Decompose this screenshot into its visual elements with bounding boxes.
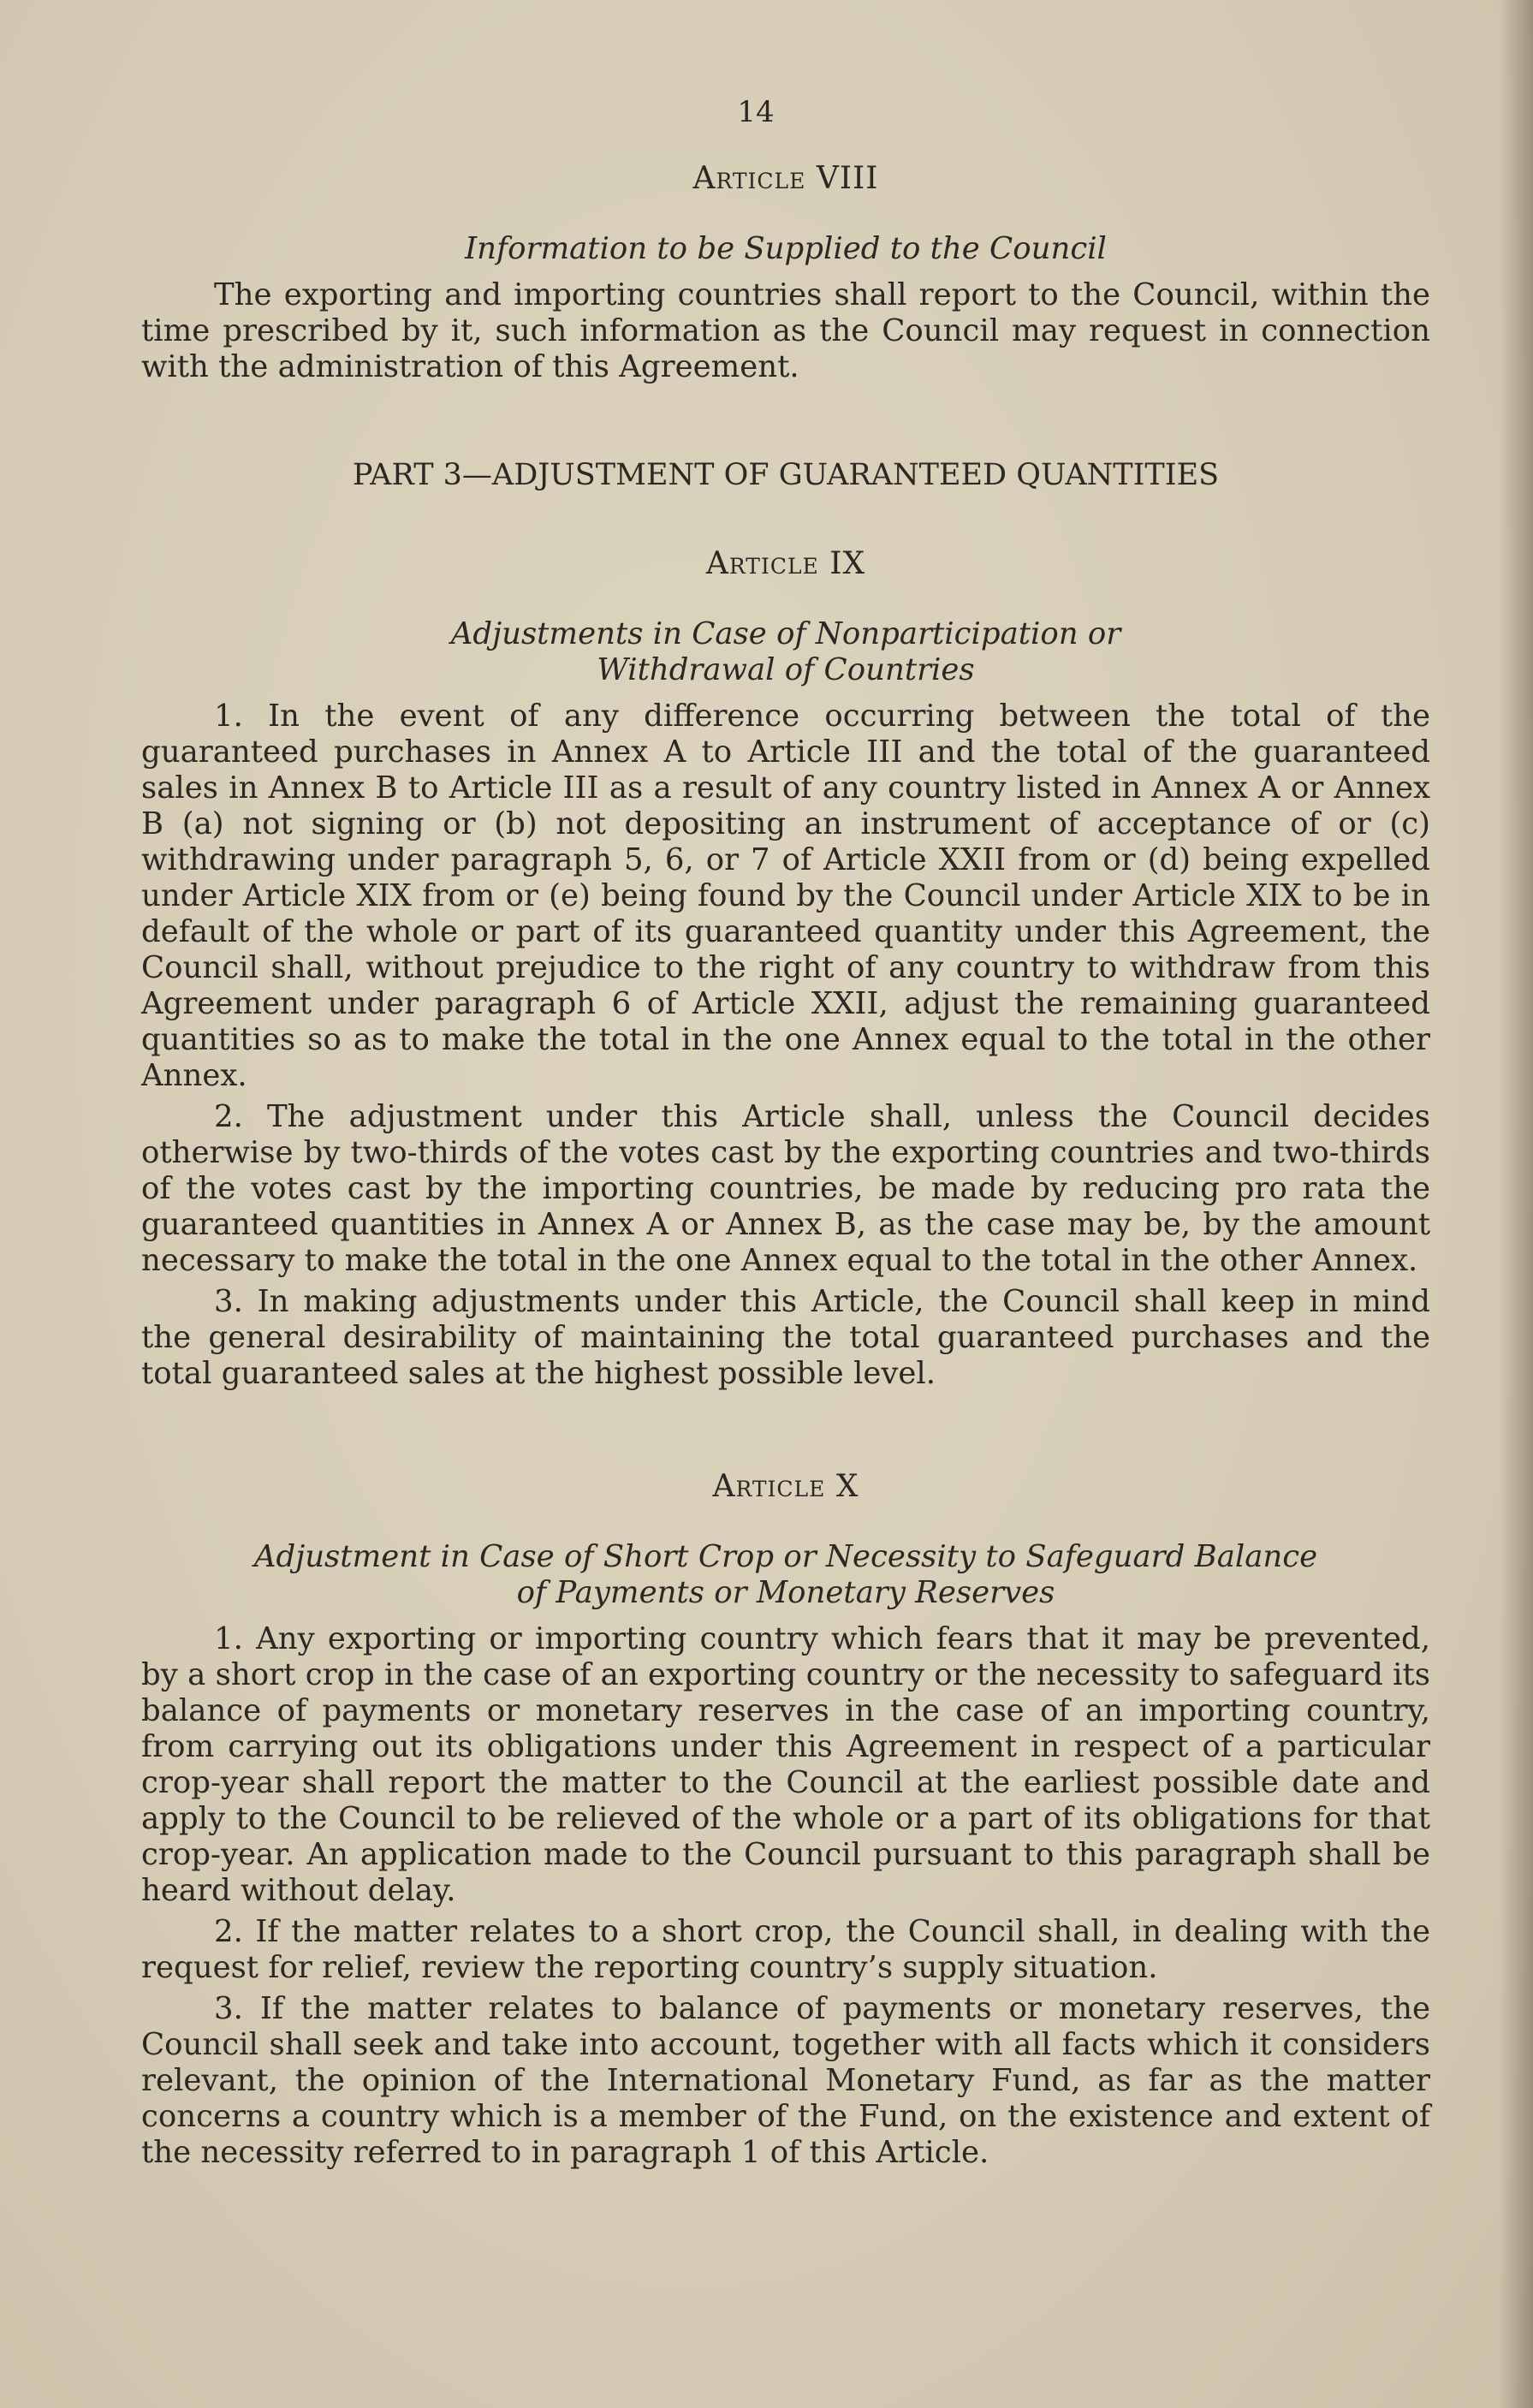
article-9-paragraph-3: 3. In making adjustments under this Article, the Council shall keep in mind the general desirability of maintaining the total guaranteed purchases and the total guaranteed sales at the highest possible level.	[141, 1284, 1430, 1391]
article-8-paragraph-1: The exporting and importing countries shall report to the Council, within the time prescribed by it, such information as the Council may request in connection with the administration of this Agreement.	[141, 277, 1430, 384]
article-8-heading: Article VIII	[692, 161, 879, 196]
article-9-subtitle-line-1: Adjustments in Case of Nonparticipation or	[450, 616, 1121, 651]
article-9-heading: Article IX	[705, 546, 866, 581]
article-9-paragraph-1: 1. In the event of any difference occurring between the total of the guaranteed purchases in Annex A to Article III and the total of the guaranteed sales in Annex B to Article III as a result of any country listed in Annex A or Annex B (a) not signing or (b) not depositing an instrument of acceptance of or (c) withdrawing under paragraph 5, 6, or 7 of Article XXII from or (d) being expelled under Article XIX from or (e) being found by the Council under Article XIX to be in default of the whole or part of its guaranteed quantity under this Agreement, the Council shall, without prejudice to the right of any country to withdraw from this Agreement under paragraph 6 of Article XXII, adjust the remaining guaranteed quantities so as to make the total in the one Annex equal to the total in the other Annex.	[141, 699, 1430, 1093]
article-8-section	[141, 161, 1430, 385]
article-10-section	[141, 1469, 1430, 2171]
article-9-paragraph-2: 2. The adjustment under this Article shall, unless the Council decides otherwise by two-thirds of the votes cast by the exporting countries and two-thirds of the votes cast by the importing countries, be made by reducing pro rata the guaranteed quantities in Annex A or Annex B, as the case may be, by the amount necessary to make the total in the one Annex equal to the total in the other Annex.	[141, 1099, 1430, 1278]
article-9-section	[141, 546, 1430, 1392]
article-10-subtitle-line-2: of Payments or Monetary Reserves	[516, 1575, 1055, 1610]
page-number: 14	[737, 95, 775, 129]
article-10-heading: Article X	[712, 1469, 859, 1504]
article-10-paragraph-3: 3. If the matter relates to balance of payments or monetary reserves, the Council shall seek and take into account, together with all facts which it considers relevant, the opinion of the International Monetary Fund, as far as the matter concerns a country which is a member of the Fund, on the existence and extent of the necessity referred to in paragraph 1 of this Article.	[141, 1991, 1430, 2170]
part-3-heading: PART 3—ADJUSTMENT OF GUARANTEED QUANTITIES	[352, 458, 1220, 492]
article-10-paragraph-1: 1. Any exporting or importing country which fears that it may be prevented, by a short crop in the case of an exporting country or the necessity to safeguard its balance of payments or monetary reserves in the case of an importing country, from carrying out its obligations under this Agreement in respect of a particular crop-year shall report the matter to the Council at the earliest possible date and apply to the Council to be relieved of the whole or a part of its obligations for that crop-year. An application made to the Council pursuant to this paragraph shall be heard without delay.	[141, 1621, 1430, 1908]
article-10-paragraph-2: 2. If the matter relates to a short crop, the Council shall, in dealing with the request for relief, review the reporting country’s supply situation.	[141, 1914, 1430, 1985]
article-10-subtitle-line-1: Adjustment in Case of Short Crop or Necessity to Safeguard Balance	[253, 1539, 1318, 1574]
article-8-subtitle: Information to be Supplied to the Council	[465, 231, 1107, 266]
article-9-subtitle-line-2: Withdrawal of Countries	[597, 652, 975, 687]
